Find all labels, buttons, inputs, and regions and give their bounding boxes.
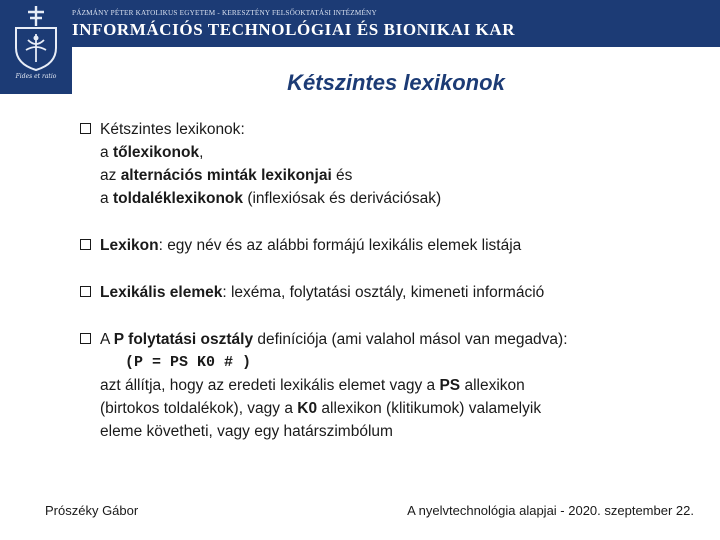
coat-of-arms-icon: [8, 4, 64, 72]
slide-title: Kétszintes lexikonok: [287, 70, 505, 95]
checkbox-bullet-icon: [80, 333, 91, 344]
bullet-lexical-elements: Lexikális elemek: lexéma, folytatási osztály, kimeneti információ: [80, 281, 700, 304]
bullet-lexicon: Lexikon: egy név és az alábbi formájú lexikális elemek listája: [80, 234, 700, 257]
bullet-list: [80, 118, 700, 443]
university-name: PÁZMÁNY PÉTER KATOLIKUS EGYETEM - KERESZTÉNY FELSŐOKTATÁSI INTÉZMÉNY: [72, 9, 377, 17]
checkbox-bullet-icon: [80, 239, 91, 250]
footer-author: Prószéky Gábor: [45, 503, 139, 518]
logo-motto: Fides et ratio: [15, 73, 57, 80]
bullet-two-level-lexicons: Kétszintes lexikonok: a tőlexikonok, az alternációs minták lexikonjai és a toldaléklexikonok (inflexiósak és derivációsak): [80, 118, 700, 210]
faculty-name: INFORMÁCIÓS TECHNOLÓGIAI ÉS BIONIKAI KAR: [72, 20, 516, 39]
continuation-class-code: (P = PS K0 # ): [125, 354, 252, 371]
bullet-continuation-class: A P folytatási osztály definíciója (ami valahol másol van megadva): (P = PS K0 # ) azt állítja, hogy az eredeti lexikális elemet vagy a PS allexikon (birtokos toldalékok), vagy a K0 allexikon (klitikumok) valamelyik eleme követheti, vagy egy határszimbólum: [80, 328, 700, 443]
checkbox-bullet-icon: [80, 123, 91, 134]
footer-course-date: A nyelvtechnológia alapjai - 2020. szeptember 22.: [407, 503, 694, 518]
university-logo: [0, 0, 72, 94]
checkbox-bullet-icon: [80, 286, 91, 297]
